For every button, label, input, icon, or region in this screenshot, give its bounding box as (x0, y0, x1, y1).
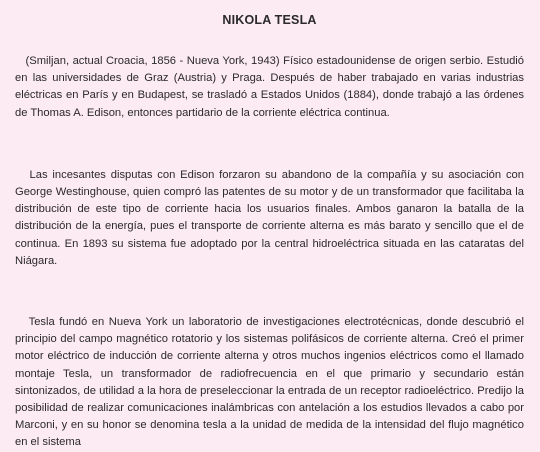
paragraph-westinghouse: Las incesantes disputas con Edison forzaron su abandono de la compañía y su asociación con George Westinghouse, quien compró las patentes de su motor y de un transformador que facilitaba la distribución de este tipo de corriente hacia los usuarios finales. Ambos ganaron la batalla de la distribución de la energía, pues el transporte de corriente alterna es más barato y sencillo que el de continua. En 1893 su sistema fue adoptado por la central hidroeléctrica situada en las cataratas del Niágara. (15, 168, 528, 267)
document-title: NIKOLA TESLA (222, 13, 317, 27)
paragraph-inventions: Tesla fundó en Nueva York un laboratorio de investigaciones electrotécnicas, donde descubrió el principio del campo magnético rotatorio y los sistemas polifásicos de corriente alterna. Creó el primer motor eléctrico de inducción de corriente alterna y otros muchos ingenios eléctricos como el llamado montaje Tesla, un transformador de radiofrecuencia en el que primario y secundario están sintonizados, de utilidad a la hora de preseleccionar la entrada de un receptor radioeléctrico. Predijo la posibilidad de realizar comunicaciones inalámbricas con antelación a los estudios llevados a cabo por Marconi, y en su honor se denomina tesla a la unidad de medida de la intensidad del flujo magnético en el sistema (15, 316, 528, 449)
paragraph-biography-intro: (Smiljan, actual Croacia, 1856 - Nueva York, 1943) Físico estadounidense de origen serbio. Estudió en las universidades de Graz (Austria) y Praga. Después de haber trabajado en varias industrias eléctricas en París y en Budapest, se trasladó a Estados Unidos (1884), donde trabajó a las órdenes de Thomas A. Edison, entonces partidario de la corriente eléctrica continua. (15, 55, 528, 119)
